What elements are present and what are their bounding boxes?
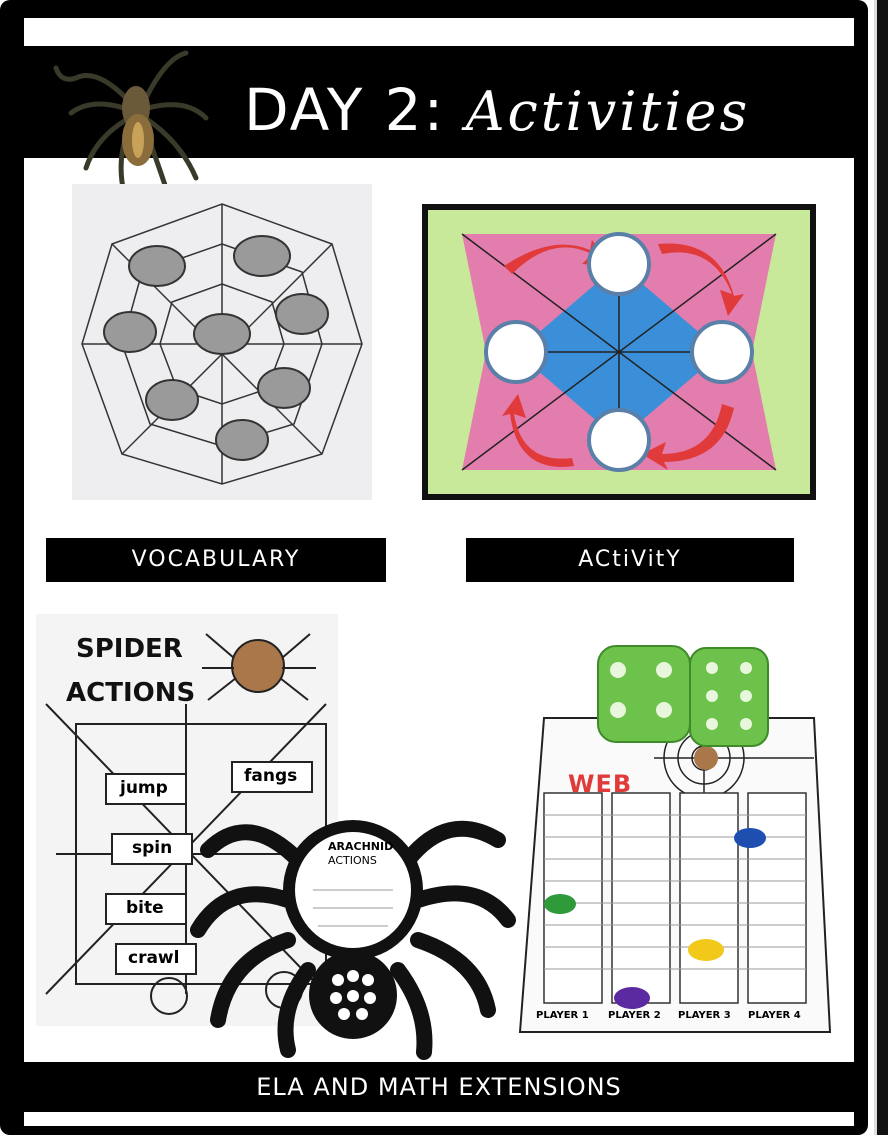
corner-spider-icon [46, 28, 216, 198]
word-spin: spin [132, 838, 173, 858]
vocabulary-image [72, 184, 372, 500]
activity-image [422, 204, 816, 500]
player-4-label: PLAYER 4 [748, 1010, 801, 1021]
craft-title: ARACHNID [328, 840, 394, 853]
arachnid-craft [188, 790, 518, 1060]
word-jump: jump [120, 778, 168, 798]
page-title [244, 76, 750, 144]
title-script: Activities [465, 80, 751, 143]
player-3-label: PLAYER 3 [678, 1010, 731, 1021]
craft-subtitle: ACTIONS [328, 854, 377, 867]
adjacent-page-edge [874, 0, 888, 1135]
footer-label: ELA AND MATH EXTENSIONS [24, 1062, 854, 1112]
worksheet-title-line1: SPIDER [76, 634, 183, 664]
title-prefix: DAY 2: [244, 76, 446, 144]
player-1-label: PLAYER 1 [536, 1010, 589, 1021]
content-area [24, 18, 854, 1126]
game-board-title: WEB [568, 770, 633, 798]
word-bite: bite [126, 898, 164, 918]
activity-label: ACtiVitY [466, 538, 794, 582]
player-2-label: PLAYER 2 [608, 1010, 661, 1021]
worksheet-title-line2: ACTIONS [66, 678, 196, 708]
word-crawl: crawl [128, 948, 180, 968]
word-fangs: fangs [244, 766, 298, 786]
vocabulary-label: VOCABULARY [46, 538, 386, 582]
web-game-board [514, 618, 836, 1042]
